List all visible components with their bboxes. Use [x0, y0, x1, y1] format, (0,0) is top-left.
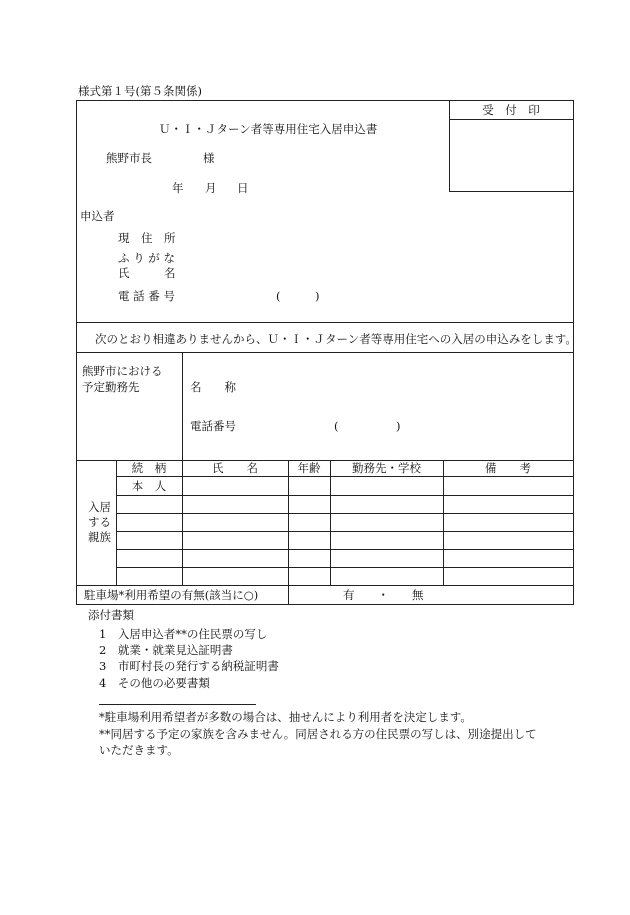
declaration-text: 次のとおり相違ありませんから、Ｕ・Ｉ・Ｊターン者等専用住宅への入居の申込みをします。: [95, 332, 577, 346]
family-side-label-3: 親族: [88, 530, 111, 544]
date-month-label: 月: [205, 181, 217, 195]
attachment-item-2: 2 就業・就業見込証明書: [99, 643, 233, 657]
footnote-2-line-2: いただきます。: [99, 743, 179, 757]
phone-label: 電 話 番 号: [118, 289, 175, 303]
attachment-item-3: 3 市町村長の発行する納税証明書: [99, 659, 279, 673]
workplace-name-label: 名 称: [190, 380, 236, 394]
workplace-phone-parens: ( ): [334, 419, 401, 433]
phone-parens: ( ): [276, 289, 320, 303]
form-title: Ｕ・Ｉ・Ｊターン者等専用住宅入居申込書: [159, 122, 378, 136]
parking-options: 有 ・ 無: [343, 588, 424, 602]
header-name: 氏 名: [212, 461, 258, 475]
furigana-label: ふ り が な: [118, 251, 175, 265]
family-side-label-1: 入居: [88, 500, 111, 514]
workplace-phone-label: 電話番号: [190, 419, 236, 433]
relation-self: 本 人: [131, 478, 167, 493]
attachment-item-1: 1 入居申込者**の住民票の写し: [99, 627, 268, 641]
workplace-label-2: 予定勤務先: [82, 380, 140, 394]
header-relation: 続 柄: [131, 461, 167, 475]
date-day-label: 日: [237, 181, 249, 195]
header-remarks: 備 考: [485, 461, 531, 475]
receipt-stamp-label: 受 付 印: [482, 103, 540, 117]
header-workplace-school: 勤務先・学校: [352, 461, 421, 475]
family-side-label-2: する: [88, 515, 111, 529]
addressee: 熊野市長: [106, 151, 152, 165]
applicant-heading: 申込者: [80, 209, 115, 223]
footnote-1: *駐車場利用希望者が多数の場合は、抽せんにより利用者を決定します。: [99, 710, 472, 724]
form-number-label: 様式第１号(第５条関係): [78, 84, 202, 98]
workplace-label-1: 熊野市における: [82, 364, 163, 378]
name-label: 氏 名: [118, 266, 176, 280]
attachment-item-4: 4 その他の必要書類: [99, 676, 210, 690]
parking-label: 駐車場*利用希望の有無(該当に○): [84, 588, 259, 602]
date-year-label: 年: [172, 181, 184, 195]
header-age: 年齢: [297, 461, 321, 475]
address-label: 現 住 所: [118, 231, 176, 245]
footnote-2-line-1: **同居する予定の家族を含みません。同居される方の住民票の写しは、別途提出して: [99, 727, 537, 741]
honorific: 様: [203, 151, 215, 165]
footnote-rule: [99, 704, 256, 705]
attachments-heading: 添付書類: [88, 608, 134, 622]
